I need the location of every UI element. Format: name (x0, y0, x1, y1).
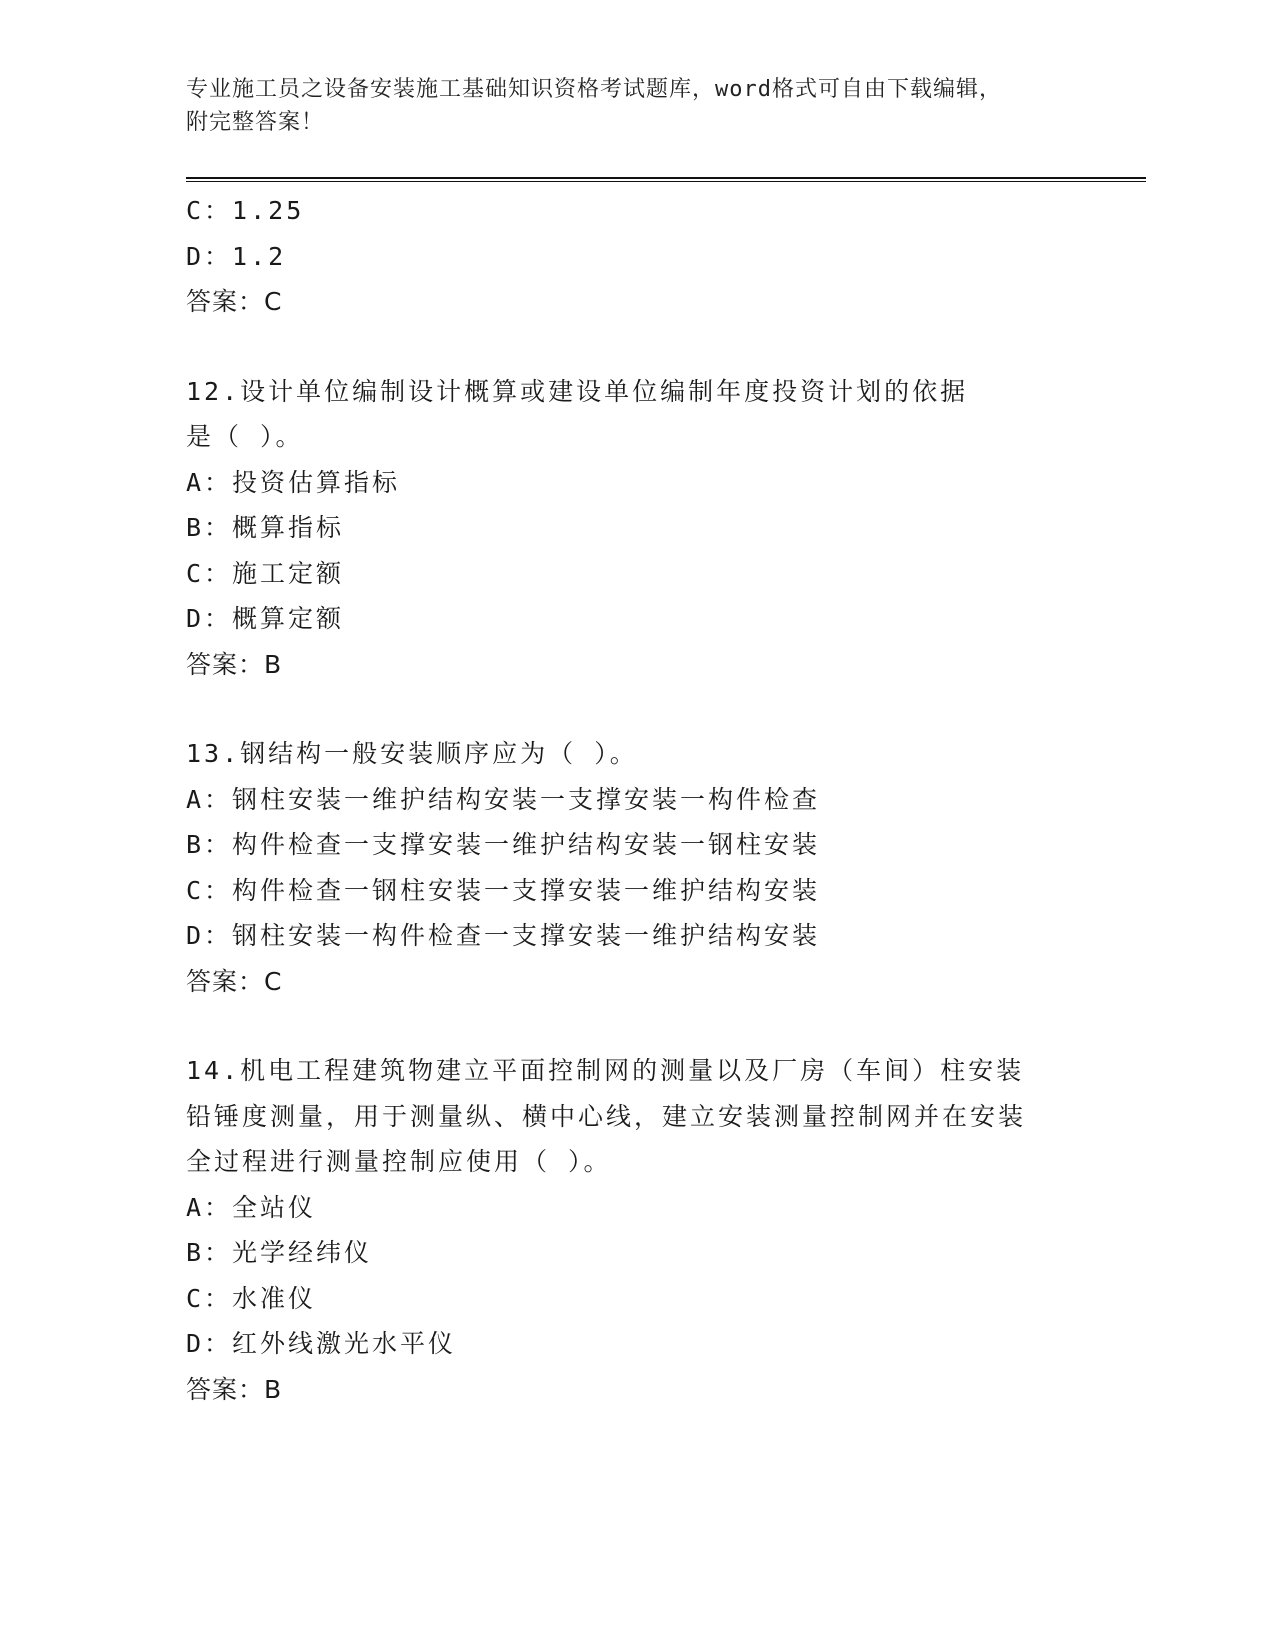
option-c: C：1.25 (186, 196, 305, 225)
option-b: B：概算指标 (186, 513, 345, 542)
spacer (186, 687, 1086, 731)
question-block-13 (186, 731, 1086, 1004)
answer-line: 答案：B (186, 1374, 283, 1404)
option-a: A：投资估算指标 (186, 467, 401, 497)
option-a: A：全站仪 (186, 1192, 317, 1222)
answer-line: 答案：C (186, 966, 283, 996)
option-d: D：钢柱安装一构件检查一支撑安装一维护结构安装 (186, 921, 821, 950)
option-d: D：红外线激光水平仪 (186, 1329, 457, 1358)
document-body (186, 188, 1086, 1412)
option-b: B：构件检查一支撑安装一维护结构安装一钢柱安装 (186, 830, 821, 859)
answer-line: 答案：B (186, 649, 283, 679)
spacer (186, 325, 1086, 369)
header-title-line-2: 附完整答案！ (186, 110, 325, 135)
option-a: A：钢柱安装一维护结构安装一支撑安装一构件检查 (186, 784, 821, 814)
question-text: 14.机电工程建筑物建立平面控制网的测量以及厂房（车间）柱安装铅锤度测量，用于测量纵、横中心线，建立安装测量控制网并在安装全过程进行测量控制应使用（ ）。 (186, 1056, 1027, 1176)
document-header (186, 73, 1066, 139)
option-c: C：构件检查一钢柱安装一支撑安装一维护结构安装 (186, 875, 821, 905)
option-b: B：光学经纬仪 (186, 1238, 373, 1267)
question-block-prev (186, 188, 1086, 325)
header-title-line-1: 专业施工员之设备安装施工基础知识资格考试题库，word格式可自由下载编辑， (186, 77, 1002, 102)
answer-line: 答案：C (186, 287, 283, 316)
header-divider (186, 177, 1146, 182)
option-d: D：概算定额 (186, 604, 345, 633)
spacer (186, 1004, 1086, 1048)
question-text: 13.钢结构一般安装顺序应为（ ）。 (186, 739, 638, 768)
option-c: C：水准仪 (186, 1283, 317, 1313)
option-c: C：施工定额 (186, 558, 345, 588)
option-d: D：1.2 (186, 241, 287, 271)
question-block-14 (186, 1048, 1086, 1412)
question-text: 12.设计单位编制设计概算或建设单位编制年度投资计划的依据是（ ）。 (186, 376, 969, 451)
question-block-12 (186, 369, 1086, 688)
